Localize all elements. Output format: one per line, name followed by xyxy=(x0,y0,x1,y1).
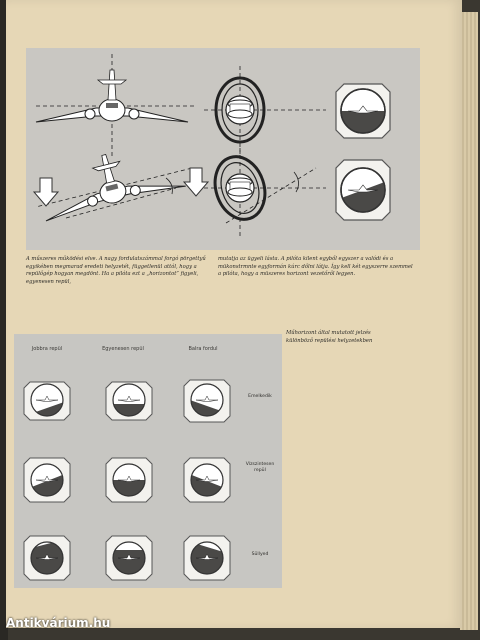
down-arrow-icon xyxy=(34,178,58,206)
gyroscope-tilted-illustration xyxy=(204,148,326,238)
gyroscope-upright-illustration xyxy=(204,66,326,156)
row-label-climb: Emelkedik xyxy=(248,394,272,399)
gauge-right-level xyxy=(24,458,70,504)
gauge-straight-descend xyxy=(106,536,152,584)
gauge-straight-climb xyxy=(106,382,152,424)
gauge-left-descend xyxy=(184,536,230,584)
gauge-right-climb xyxy=(24,382,70,424)
page-edges xyxy=(460,12,478,630)
gauge-straight-level xyxy=(106,458,152,504)
attitude-indicator-banked xyxy=(336,160,390,220)
figure-caption-left: A műszeres működési elve. A nagy fordulatszámmal forgó pörgettyű egyikében megmarad eredeti helyzetét, függetlenül attól, hogy a repülőgép hogyan megdönt. Ha a pilóta ezt a „horizontot” figyeli, egyenesen repül, xyxy=(26,256,206,285)
column-label-left: Balra fordul xyxy=(188,346,218,352)
row-label-descend: Süllyed xyxy=(251,552,269,557)
airplane-level-illustration xyxy=(36,54,196,156)
column-label-right: Jobbra repül xyxy=(31,346,63,352)
airplane-banked-illustration xyxy=(30,135,197,222)
attitude-indicator-grid-panel xyxy=(14,334,282,588)
down-arrow-icon xyxy=(184,168,208,196)
gauge-right-descend xyxy=(24,536,70,584)
gauge-left-climb xyxy=(184,380,230,424)
side-caption: Műhorizont által mutatott jelzés különböző repülési helyzetekben xyxy=(286,330,373,344)
watermark: Antikvárium.hu xyxy=(6,616,111,630)
gyroscope-illustration-panel xyxy=(26,48,420,250)
attitude-indicator-level xyxy=(336,84,390,138)
row-label-level: Vízszintesen repül xyxy=(245,462,275,473)
gauge-left-level xyxy=(184,458,230,504)
book-page xyxy=(6,0,462,628)
column-label-straight: Egyenesen repül xyxy=(102,346,144,352)
figure-caption-right: mutatja az ügyeli lásta. A pilóta kilent egyből egyszer a valódi és a mükonstrmnte egyformán kúrc dőlni látja. Így kell két egyszerre szemmel a pilóta, hogy a müszeres horizont vezetőről legyen. xyxy=(218,256,413,278)
